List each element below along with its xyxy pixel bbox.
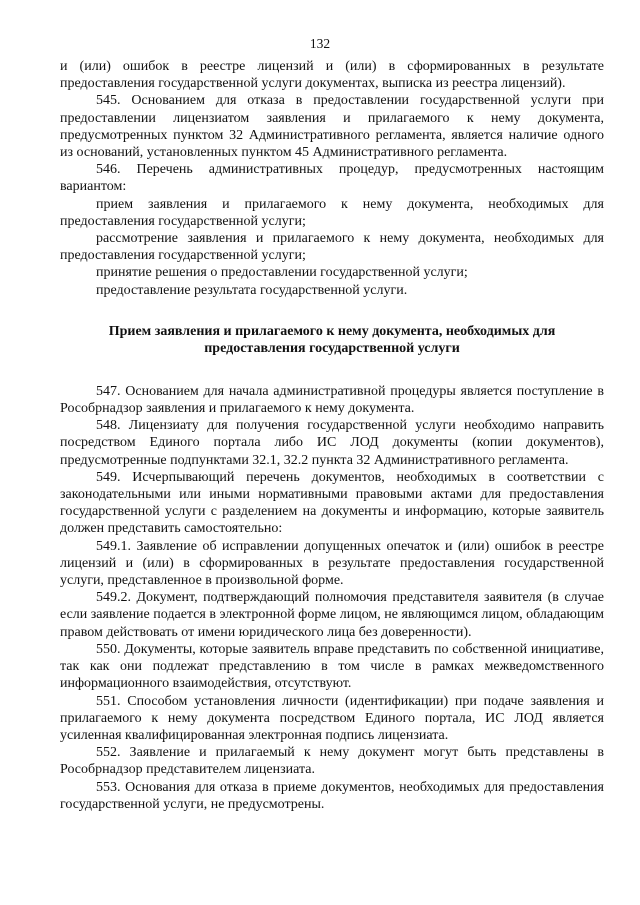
procedure-item-2: рассмотрение заявления и прилагаемого к нему документа, необходимых для предоставления государственной услуги; <box>60 231 604 264</box>
page-number: 132 <box>309 36 331 51</box>
paragraph-553: 553. Основания для отказа в приеме документов, необходимых для предоставления государственной услуги, не предусмотрены. <box>60 779 604 812</box>
paragraph-continuation: и (или) ошибок в реестре лицензий и (или) в сформированных в результате предоставления государственной услуги документах, выписка из реестра лицензий). <box>60 59 604 92</box>
paragraph-549: 549. Исчерпывающий перечень документов, необходимых в соответствии с законодательными или иными нормативными правовыми актами для предоставления государственной услуги с разделением на документы и информацию, которые заявитель должен представить самостоятельно: <box>60 469 604 537</box>
section-heading: Прием заявления и прилагаемого к нему документа, необходимых для предоставления государственной услуги <box>108 323 556 357</box>
procedure-item-4: предоставление результата государственной услуги. <box>96 282 408 298</box>
paragraph-549-2: 549.2. Документ, подтверждающий полномочия представителя заявителя (в случае если заявление подается в электронной форме лицом, не являющимся лицом, обладающим правом действовать от имени юридического лица без доверенности). <box>60 590 604 640</box>
paragraph-547: 547. Основанием для начала административной процедуры является поступление в Рособрнадзор заявления и прилагаемого к нему документа. <box>60 383 604 417</box>
paragraph-545: 545. Основанием для отказа в предоставлении государственной услуги при предоставлении лицензиатом заявления и прилагаемого к нему документа, предусмотренных пунктом 32 Административного регламента, является наличие одного из оснований, установленных пунктом 45 Административного регламента. <box>60 93 604 161</box>
procedure-item-1: прием заявления и прилагаемого к нему документа, необходимых для предоставления государственной услуги; <box>60 196 604 229</box>
paragraph-549-1: 549.1. Заявление об исправлении допущенных опечаток и (или) ошибок в реестре лицензий и (или) в сформированных в результате предоставления государственной услуги, представленное в произвольной форме. <box>60 538 604 589</box>
paragraph-552: 552. Заявление и прилагаемый к нему документ могут быть представлены в Рособрнадзор представителем лицензиата. <box>60 745 604 778</box>
paragraph-551: 551. Способом установления личности (идентификации) при подаче заявления и прилагаемого к нему документа посредством Единого портала, ИС ЛОД является усиленная квалифицированная электронная подпись лицензиата. <box>60 693 604 743</box>
paragraph-546: 546. Перечень административных процедур, предусмотренных настоящим вариантом: <box>60 162 604 195</box>
paragraph-550: 550. Документы, которые заявитель вправе представить по собственной инициативе, так как они подлежат представлению в том числе в рамках межведомственного информационного взаимодействия, отсутствуют. <box>60 641 604 692</box>
document-body <box>60 58 604 813</box>
paragraph-548: 548. Лицензиату для получения государственной услуги необходимо направить посредством Единого портала либо ИС ЛОД документы (копии документов), предусмотренные подпунктами 32.1, 32.2 пункта 32 Административного регламента. <box>60 418 604 468</box>
procedure-item-3: принятие решения о предоставлении государственной услуги; <box>96 265 468 281</box>
